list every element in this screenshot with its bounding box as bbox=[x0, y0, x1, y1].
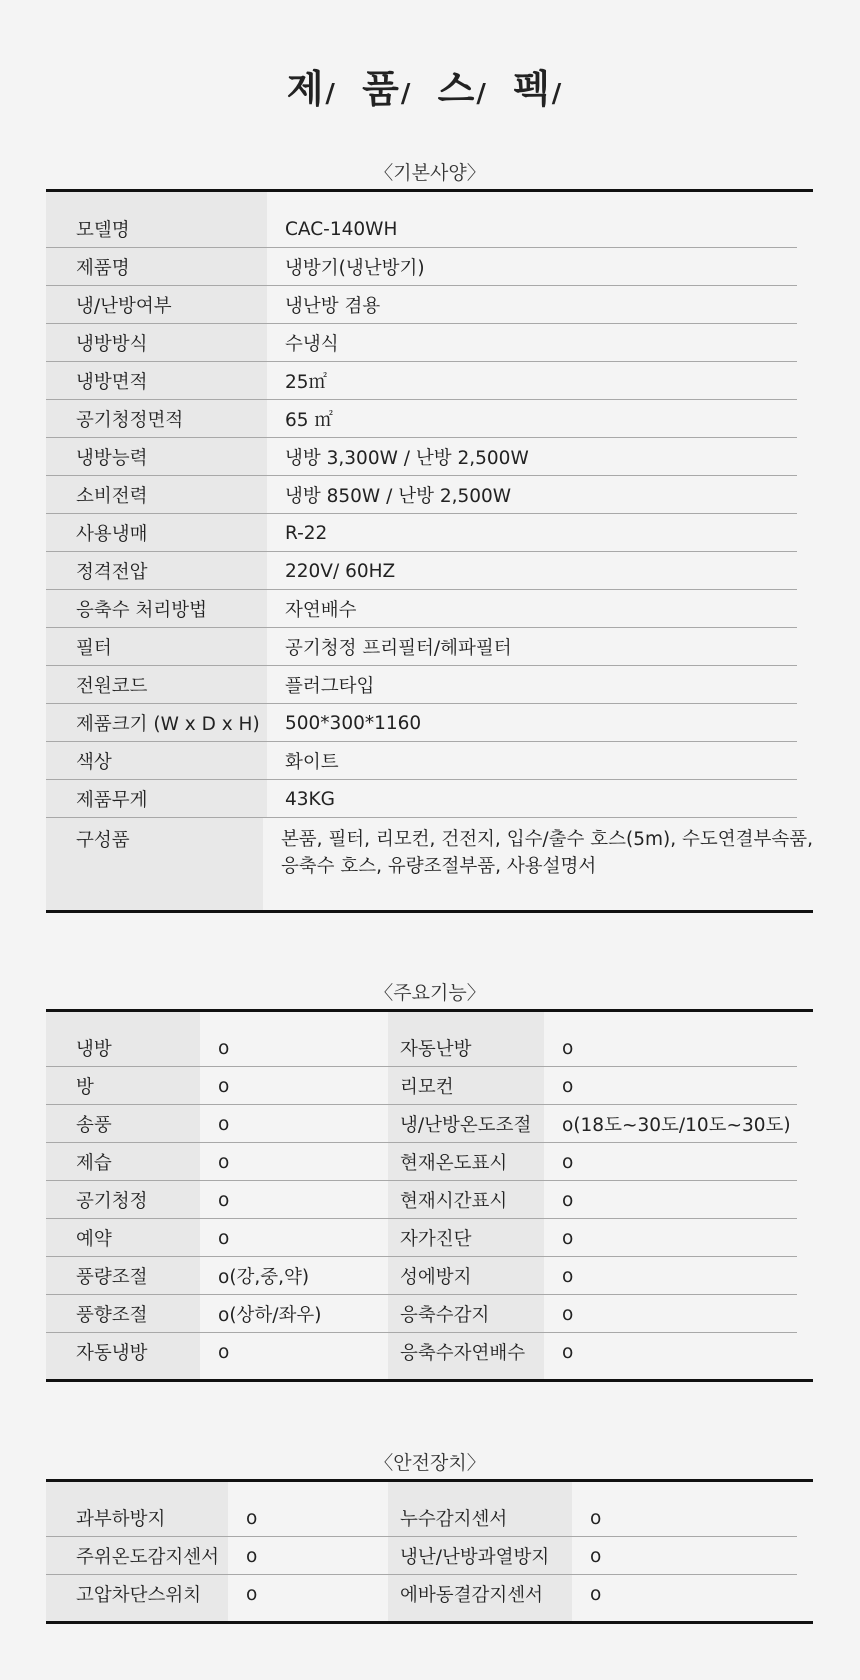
title-char: 펙 bbox=[513, 67, 552, 111]
function-value: o bbox=[562, 1341, 574, 1363]
spec-label: 모델명 bbox=[46, 210, 267, 248]
function-value: o bbox=[218, 1189, 230, 1211]
function-value: o bbox=[246, 1507, 258, 1529]
function-label: 현재시간표시 bbox=[388, 1181, 544, 1219]
spacer-cell bbox=[46, 1482, 228, 1499]
spec-value: 220V/ 60HZ bbox=[285, 560, 396, 582]
function-label: 냉난/난방과열방지 bbox=[388, 1537, 572, 1575]
function-value: o bbox=[590, 1507, 602, 1529]
table-row bbox=[46, 1029, 813, 1067]
components-line-2: 응축수 호스, 유량조절부품, 사용설명서 bbox=[280, 856, 597, 877]
title-slash: / bbox=[551, 79, 564, 109]
spec-label: 색상 bbox=[46, 742, 267, 780]
function-label: 제습 bbox=[46, 1143, 200, 1181]
components-line-1: 본품, 필터, 리모컨, 건전지, 입수/출수 호스(5m), 수도연결부속품, bbox=[280, 829, 813, 850]
spec-row bbox=[46, 438, 813, 476]
spec-value: 공기청정 프리필터/헤파필터 bbox=[285, 638, 512, 659]
spec-label: 냉방면적 bbox=[46, 362, 267, 400]
table-row bbox=[46, 1575, 813, 1613]
function-value: o(강,중,약) bbox=[218, 1267, 310, 1288]
table-row bbox=[46, 1181, 813, 1219]
title-slash: / bbox=[400, 79, 413, 109]
title-slash: / bbox=[476, 79, 488, 109]
spacer-cell bbox=[388, 1613, 572, 1621]
spec-row bbox=[46, 324, 813, 362]
spacer-cell bbox=[228, 1482, 388, 1499]
function-value: o bbox=[562, 1227, 574, 1249]
spacer-cell bbox=[46, 192, 267, 210]
safety-heading: 〈안전장치〉 bbox=[374, 1452, 486, 1474]
function-label: 풍향조절 bbox=[46, 1295, 200, 1333]
spec-value: CAC-140WH bbox=[285, 218, 398, 240]
function-value: o(상하/좌우) bbox=[218, 1305, 322, 1326]
spec-value: 자연배수 bbox=[285, 600, 357, 621]
spec-row bbox=[46, 704, 813, 742]
function-value: o bbox=[218, 1075, 230, 1097]
spec-label: 소비전력 bbox=[46, 476, 267, 514]
function-value: o bbox=[218, 1037, 230, 1059]
function-value: o bbox=[246, 1545, 258, 1567]
title-char: 스 bbox=[437, 67, 477, 111]
spec-value: 43KG bbox=[285, 788, 336, 810]
spec-label: 제품무게 bbox=[46, 780, 267, 818]
table-row bbox=[46, 1295, 813, 1333]
basic-specs-heading: 〈기본사양〉 bbox=[374, 162, 486, 184]
function-label: 리모컨 bbox=[388, 1067, 544, 1105]
function-label: 주위온도감지센서 bbox=[46, 1537, 228, 1575]
table-row bbox=[46, 1257, 813, 1295]
function-value: o bbox=[562, 1075, 574, 1097]
spec-row bbox=[46, 514, 813, 552]
function-label: 성에방지 bbox=[388, 1257, 544, 1295]
table-row bbox=[46, 1219, 813, 1257]
spec-row bbox=[46, 476, 813, 514]
spec-row bbox=[46, 210, 813, 248]
spec-label: 정격전압 bbox=[46, 552, 267, 590]
table-row bbox=[46, 1333, 813, 1371]
function-label: 풍량조절 bbox=[46, 1257, 200, 1295]
table-spacer bbox=[46, 1012, 813, 1029]
function-value: o bbox=[562, 1151, 574, 1173]
spec-value: 냉방기(냉난방기) bbox=[285, 258, 425, 279]
spacer-cell bbox=[46, 1371, 200, 1379]
spec-value: 65 ㎡ bbox=[285, 410, 333, 431]
spacer-cell bbox=[46, 1613, 228, 1621]
spec-row bbox=[46, 780, 813, 818]
table-spacer bbox=[46, 1482, 813, 1499]
function-label: 방 bbox=[46, 1067, 200, 1105]
function-value: o bbox=[218, 1151, 230, 1173]
spacer-cell bbox=[388, 1012, 544, 1029]
function-value: o bbox=[590, 1583, 602, 1605]
function-label: 자동냉방 bbox=[46, 1333, 200, 1371]
spec-row bbox=[46, 552, 813, 590]
function-value: o bbox=[562, 1265, 574, 1287]
spec-row bbox=[46, 400, 813, 438]
function-label: 누수감지센서 bbox=[388, 1499, 572, 1537]
safety-table bbox=[46, 1479, 813, 1624]
features-table bbox=[46, 1009, 813, 1382]
function-label: 예약 bbox=[46, 1219, 200, 1257]
spec-row bbox=[46, 362, 813, 400]
spacer-cell bbox=[544, 1371, 813, 1379]
table-row bbox=[46, 1105, 813, 1143]
spacer-cell bbox=[46, 1012, 200, 1029]
spec-row-components bbox=[46, 818, 813, 910]
spec-row bbox=[46, 248, 813, 286]
spacer-cell bbox=[388, 1482, 572, 1499]
function-value: o bbox=[218, 1113, 230, 1135]
spec-value: 냉난방 겸용 bbox=[285, 296, 381, 317]
spec-value bbox=[263, 818, 813, 910]
spec-label: 제품명 bbox=[46, 248, 267, 286]
spacer-cell bbox=[572, 1613, 813, 1621]
function-label: 에바동결감지센서 bbox=[388, 1575, 572, 1613]
function-value: o bbox=[218, 1341, 230, 1363]
function-value: o(18도~30도/10도~30도) bbox=[562, 1115, 791, 1136]
spacer-cell bbox=[228, 1613, 388, 1621]
function-label: 냉/난방온도조절 bbox=[388, 1105, 544, 1143]
spec-value: 25㎡ bbox=[285, 372, 328, 393]
spec-row bbox=[46, 590, 813, 628]
spec-label: 냉/난방여부 bbox=[46, 286, 267, 324]
spec-value: 냉방 3,300W / 난방 2,500W bbox=[285, 448, 529, 469]
spec-label: 제품크기 (W x D x H) bbox=[46, 704, 267, 742]
spacer-cell bbox=[200, 1371, 388, 1379]
spec-value: 화이트 bbox=[285, 752, 339, 773]
function-label: 과부하방지 bbox=[46, 1499, 228, 1537]
features-heading: 〈주요기능〉 bbox=[374, 982, 486, 1004]
spacer-cell bbox=[544, 1012, 813, 1029]
spacer-cell bbox=[267, 192, 813, 210]
spacer-cell bbox=[388, 1371, 544, 1379]
title-slash: / bbox=[325, 79, 337, 109]
function-label: 현재온도표시 bbox=[388, 1143, 544, 1181]
function-label: 냉방 bbox=[46, 1029, 200, 1067]
spec-label: 구성품 bbox=[46, 818, 263, 910]
function-label: 송풍 bbox=[46, 1105, 200, 1143]
function-label: 고압차단스위치 bbox=[46, 1575, 228, 1613]
function-value: o bbox=[562, 1303, 574, 1325]
function-value: o bbox=[590, 1545, 602, 1567]
spec-value: 500*300*1160 bbox=[285, 712, 422, 734]
spacer-cell bbox=[200, 1012, 388, 1029]
table-row bbox=[46, 1499, 813, 1537]
spec-label: 사용냉매 bbox=[46, 514, 267, 552]
page-title bbox=[0, 58, 860, 113]
function-value: o bbox=[246, 1583, 258, 1605]
spec-value: 냉방 850W / 난방 2,500W bbox=[285, 486, 512, 507]
title-char: 제 bbox=[286, 67, 326, 111]
spec-label: 냉방방식 bbox=[46, 324, 267, 362]
spec-value: 플러그타입 bbox=[285, 676, 375, 697]
table-row bbox=[46, 1067, 813, 1105]
spec-label: 응축수 처리방법 bbox=[46, 590, 267, 628]
spec-label: 공기청정면적 bbox=[46, 400, 267, 438]
function-value: o bbox=[562, 1037, 574, 1059]
basic-specs-table bbox=[46, 189, 813, 913]
table-spacer bbox=[46, 1371, 813, 1379]
function-label: 자동난방 bbox=[388, 1029, 544, 1067]
spec-value: 수냉식 bbox=[285, 334, 339, 355]
table-spacer bbox=[46, 192, 813, 210]
function-label: 응축수감지 bbox=[388, 1295, 544, 1333]
spec-label: 전원코드 bbox=[46, 666, 267, 704]
spacer-cell bbox=[572, 1482, 813, 1499]
spec-row bbox=[46, 286, 813, 324]
spec-row bbox=[46, 666, 813, 704]
function-label: 자가진단 bbox=[388, 1219, 544, 1257]
table-row bbox=[46, 1537, 813, 1575]
function-label: 응축수자연배수 bbox=[388, 1333, 544, 1371]
spec-label: 필터 bbox=[46, 628, 267, 666]
table-row bbox=[46, 1143, 813, 1181]
spec-row bbox=[46, 742, 813, 780]
function-label: 공기청정 bbox=[46, 1181, 200, 1219]
function-value: o bbox=[218, 1227, 230, 1249]
spec-row bbox=[46, 628, 813, 666]
title-char: 품 bbox=[362, 67, 401, 111]
function-value: o bbox=[562, 1189, 574, 1211]
spec-label: 냉방능력 bbox=[46, 438, 267, 476]
table-spacer bbox=[46, 1613, 813, 1621]
spec-value: R-22 bbox=[285, 522, 328, 544]
